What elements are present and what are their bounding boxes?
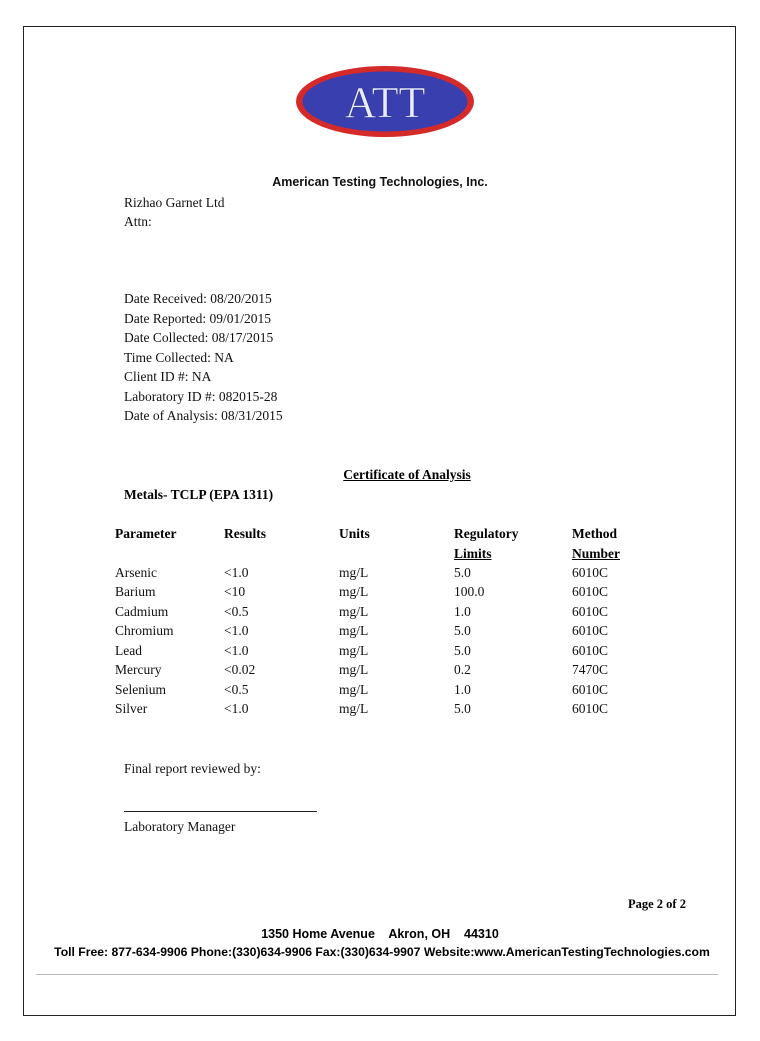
date-collected: Date Collected: 08/17/2015 (124, 330, 274, 345)
cell-result: <0.5 (224, 682, 249, 697)
cell-result: <1.0 (224, 701, 249, 716)
cell-parameter: Lead (115, 643, 142, 658)
cell-limit: 1.0 (454, 682, 471, 697)
cell-parameter: Selenium (115, 682, 166, 697)
footer-address: 1350 Home Avenue Akron, OH 44310 (261, 927, 499, 941)
table-row (0, 682, 760, 702)
date-reported: Date Reported: 09/01/2015 (124, 311, 271, 326)
footer-rule (36, 974, 718, 975)
cell-result: <1.0 (224, 623, 249, 638)
cell-method: 7470C (572, 662, 609, 677)
table-row (0, 643, 760, 663)
certificate-title: Certificate of Analysis (343, 467, 471, 482)
cell-unit: mg/L (339, 565, 369, 580)
header-limits: Limits (454, 546, 492, 561)
cell-parameter: Barium (115, 584, 156, 599)
cell-unit: mg/L (339, 623, 369, 638)
cell-limit: 100.0 (454, 584, 485, 599)
cell-method: 6010C (572, 682, 609, 697)
cell-method: 6010C (572, 604, 609, 619)
page-number: Page 2 of 2 (628, 897, 686, 911)
table-row (0, 604, 760, 624)
footer-contact: Toll Free: 877-634-9906 Phone:(330)634-9906 Fax:(330)634-9907 Website:www.AmericanTestingTechnologies.com (54, 945, 710, 959)
signatory-title: Laboratory Manager (124, 819, 236, 834)
cell-unit: mg/L (339, 584, 369, 599)
table-row (0, 701, 760, 721)
cell-limit: 0.2 (454, 662, 471, 677)
table-row (0, 623, 760, 643)
cell-result: <0.02 (224, 662, 256, 677)
client-id: Client ID #: NA (124, 369, 212, 384)
header-parameter: Parameter (115, 526, 177, 541)
cell-parameter: Chromium (115, 623, 174, 638)
cell-unit: mg/L (339, 662, 369, 677)
logo-text: ATT (344, 78, 426, 127)
header-regulatory: Regulatory (454, 526, 519, 541)
cell-result: <1.0 (224, 565, 249, 580)
client-name: Rizhao Garnet Ltd (124, 195, 225, 210)
company-name: American Testing Technologies, Inc. (272, 175, 488, 189)
cell-parameter: Mercury (115, 662, 162, 677)
cell-unit: mg/L (339, 701, 369, 716)
header-units: Units (339, 526, 370, 541)
cell-limit: 5.0 (454, 643, 471, 658)
attn-label: Attn: (124, 214, 152, 229)
cell-method: 6010C (572, 623, 609, 638)
cell-result: <0.5 (224, 604, 249, 619)
header-method: Method (572, 526, 617, 541)
cell-result: <10 (224, 584, 246, 599)
cell-method: 6010C (572, 643, 609, 658)
review-label: Final report reviewed by: (124, 761, 261, 776)
cell-result: <1.0 (224, 643, 249, 658)
cell-method: 6010C (572, 584, 609, 599)
cell-parameter: Arsenic (115, 565, 157, 580)
laboratory-id: Laboratory ID #: 082015-28 (124, 389, 278, 404)
table-row (0, 565, 760, 585)
cell-limit: 5.0 (454, 565, 471, 580)
signature-line (124, 811, 317, 812)
cell-parameter: Cadmium (115, 604, 169, 619)
header-number: Number (572, 546, 620, 561)
date-of-analysis: Date of Analysis: 08/31/2015 (124, 408, 283, 423)
cell-method: 6010C (572, 565, 609, 580)
cell-limit: 1.0 (454, 604, 471, 619)
cell-limit: 5.0 (454, 701, 471, 716)
table-row (0, 662, 760, 682)
cell-method: 6010C (572, 701, 609, 716)
time-collected: Time Collected: NA (124, 350, 234, 365)
cell-unit: mg/L (339, 643, 369, 658)
table-row (0, 584, 760, 604)
header-results: Results (224, 526, 267, 541)
cell-limit: 5.0 (454, 623, 471, 638)
att-logo (294, 64, 476, 139)
cell-unit: mg/L (339, 604, 369, 619)
section-title: Metals- TCLP (EPA 1311) (124, 487, 274, 502)
cell-unit: mg/L (339, 682, 369, 697)
cell-parameter: Silver (115, 701, 148, 716)
date-received: Date Received: 08/20/2015 (124, 291, 272, 306)
